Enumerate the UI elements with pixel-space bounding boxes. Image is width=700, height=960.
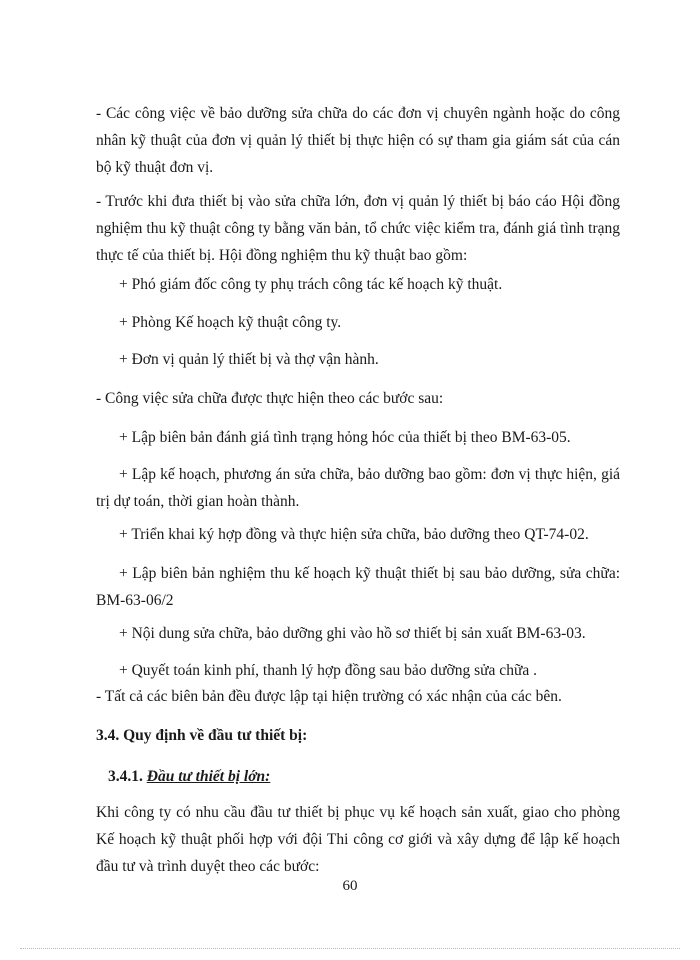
subsection-heading xyxy=(108,763,270,790)
paragraph-major-repair: - Trước khi đưa thiết bị vào sửa chữa lớn, đơn vị quản lý thiết bị báo cáo Hội đồng nghiệm thu kỹ thuật công ty bằng văn bản, tổ chức việc kiểm tra, đánh giá tình trạng thực tế của thiết bị. Hội đồng nghiệm thu kỹ thuật bao gồm: xyxy=(96,193,620,264)
paragraph-maintenance-units: - Các công việc về bảo dưỡng sửa chữa do các đơn vị chuyên ngành hoặc do công nhân kỹ thuật của đơn vị quản lý thiết bị thực hiện có sự tham gia giám sát của cán bộ kỹ thuật đơn vị. xyxy=(96,105,620,176)
subsection-number: 3.4.1. xyxy=(108,768,143,785)
list-item: + Quyết toán kinh phí, thanh lý hợp đồng sau bảo dưỡng sửa chữa . xyxy=(119,662,537,679)
list-item: + Phòng Kế hoạch kỹ thuật công ty. xyxy=(119,314,342,331)
paragraph-investment: Khi công ty có nhu cầu đầu tư thiết bị phục vụ kế hoạch sản xuất, giao cho phòng Kế hoạch kỹ thuật phối hợp với đội Thi công cơ giới và xây dựng để lập kế hoạch đầu tư và trình duyệt theo các bước: xyxy=(96,804,620,875)
list-item: + Phó giám đốc công ty phụ trách công tác kế hoạch kỹ thuật. xyxy=(119,276,503,293)
list-item: + Nội dung sửa chữa, bảo dưỡng ghi vào hồ sơ thiết bị sản xuất BM-63-03. xyxy=(119,625,586,642)
paragraph-minutes: - Tất cả các biên bản đều được lập tại hiện trường có xác nhận của các bên. xyxy=(96,688,562,705)
page-bottom-border xyxy=(20,948,680,949)
list-item: + Lập kế hoạch, phương án sửa chữa, bảo dưỡng bao gồm: đơn vị thực hiện, giá trị dự toán, thời gian hoàn thành. xyxy=(96,466,620,510)
section-heading: 3.4. Quy định về đầu tư thiết bị: xyxy=(96,727,308,744)
subsection-title: Đầu tư thiết bị lớn: xyxy=(146,768,271,785)
list-item: + Lập biên bản đánh giá tình trạng hỏng hóc của thiết bị theo BM-63-05. xyxy=(119,429,571,446)
paragraph-repair-steps: - Công việc sửa chữa được thực hiện theo các bước sau: xyxy=(96,390,444,407)
list-item: + Đơn vị quản lý thiết bị và thợ vận hành. xyxy=(119,351,379,368)
list-item: + Lập biên bản nghiệm thu kế hoạch kỹ thuật thiết bị sau bảo dưỡng, sửa chữa: BM-63-06/2 xyxy=(96,565,620,609)
page-number: 60 xyxy=(342,878,358,894)
list-item: + Triển khai ký hợp đồng và thực hiện sửa chữa, bảo dưỡng theo QT-74-02. xyxy=(119,526,589,543)
